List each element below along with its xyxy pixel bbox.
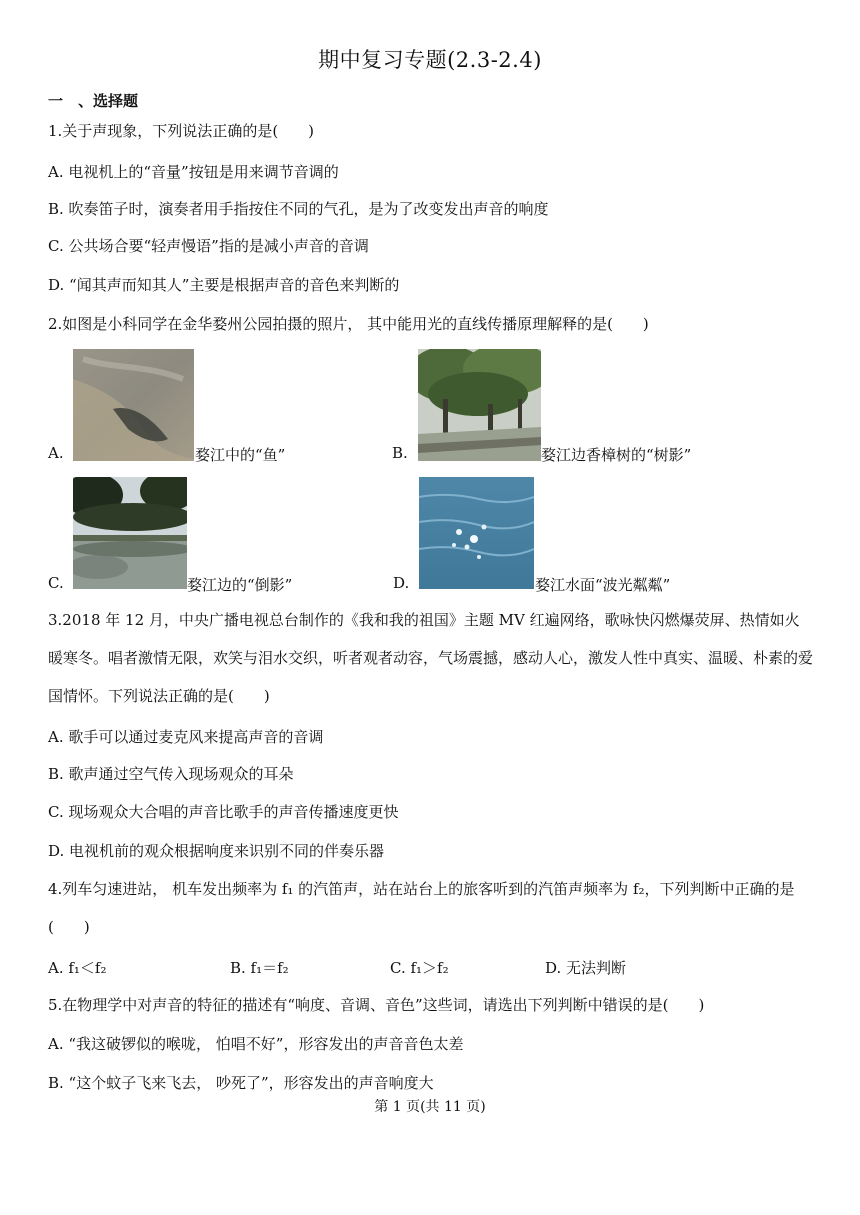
page-title: 期中复习专题(2.3-2.4): [318, 48, 542, 72]
river-fish-photo: [73, 349, 194, 461]
question-2-option-a-letter: A.: [48, 444, 64, 462]
question-1-option-c: C. 公共场合要“轻声慢语”指的是减小声音的音调: [48, 237, 369, 255]
question-2-option-b-letter: B.: [392, 444, 408, 462]
question-4-option-a: A. f₁＜f₂: [48, 959, 107, 977]
question-1-option-b: B. 吹奏笛子时，演奏者用手指按住不同的气孔，是为了改变发出声音的响度: [48, 200, 549, 218]
question-3-option-d: D. 电视机前的观众根据响度来识别不同的伴奏乐器: [48, 842, 385, 860]
page-footer: 第 1 页(共 11 页): [374, 1099, 486, 1115]
question-2-option-d-letter: D.: [393, 574, 410, 592]
question-3-option-b: B. 歌声通过空气传入现场观众的耳朵: [48, 765, 294, 783]
question-5-stem: 5.在物理学中对声音的特征的描述有“响度、音调、音色”这些词，请选出下列判断中错误的是( ): [48, 996, 705, 1014]
question-2-option-b-caption: 婺江边香樟树的“树影”: [541, 446, 692, 464]
question-1-option-a: A. 电视机上的“音量”按钮是用来调节音调的: [48, 163, 339, 181]
reflection-photo: [73, 477, 187, 589]
question-2-stem: 2.如图是小科同学在金华婺州公园拍摄的照片， 其中能用光的直线传播原理解释的是( ): [48, 315, 649, 333]
question-3-stem: 3.2018 年 12 月，中央广播电视总台制作的《我和我的祖国》主题 MV 红遍网络，歌咏快闪燃爆荧屏、热情如火暖寒冬。唱者激情无限，欢笑与泪水交织，听者观者动容，气场震撼，感动人心，激发人性中真实、温暖、朴素的爱国情怀。下列说法正确的是( ): [48, 611, 814, 705]
question-2-option-c-letter: C.: [48, 574, 64, 592]
water-sparkle-photo: [419, 477, 534, 589]
question-4-option-c: C. f₁＞f₂: [390, 959, 449, 977]
question-4-option-b: B. f₁＝f₂: [230, 959, 289, 977]
section-heading: 一 、选择题: [48, 92, 139, 110]
question-5-option-b: B. “这个蚊子飞来飞去， 吵死了”，形容发出的声音响度大: [48, 1074, 434, 1092]
question-3-option-c: C. 现场观众大合唱的声音比歌手的声音传播速度更快: [48, 803, 399, 821]
question-5-option-a: A. “我这破锣似的喉咙， 怕唱不好”，形容发出的声音音色太差: [48, 1035, 464, 1053]
question-1-option-d: D. “闻其声而知其人”主要是根据声音的音色来判断的: [48, 276, 400, 294]
question-4-option-d: D. 无法判断: [545, 959, 627, 977]
question-2-option-a-caption: 婺江中的“鱼”: [195, 446, 286, 464]
question-4-stem: 4.列车匀速进站， 机车发出频率为 f₁ 的汽笛声，站在站台上的旅客听到的汽笛声频率为 f₂，下列判断中正确的是( ): [48, 880, 795, 936]
question-3-option-a: A. 歌手可以通过麦克风来提高声音的音调: [48, 728, 324, 746]
tree-shadow-photo: [418, 349, 541, 461]
question-2-option-c-caption: 婺江边的“倒影”: [187, 576, 293, 594]
question-1-stem: 1.关于声现象，下列说法正确的是( ): [48, 122, 315, 140]
question-2-option-d-caption: 婺江水面“波光粼粼”: [535, 576, 671, 594]
